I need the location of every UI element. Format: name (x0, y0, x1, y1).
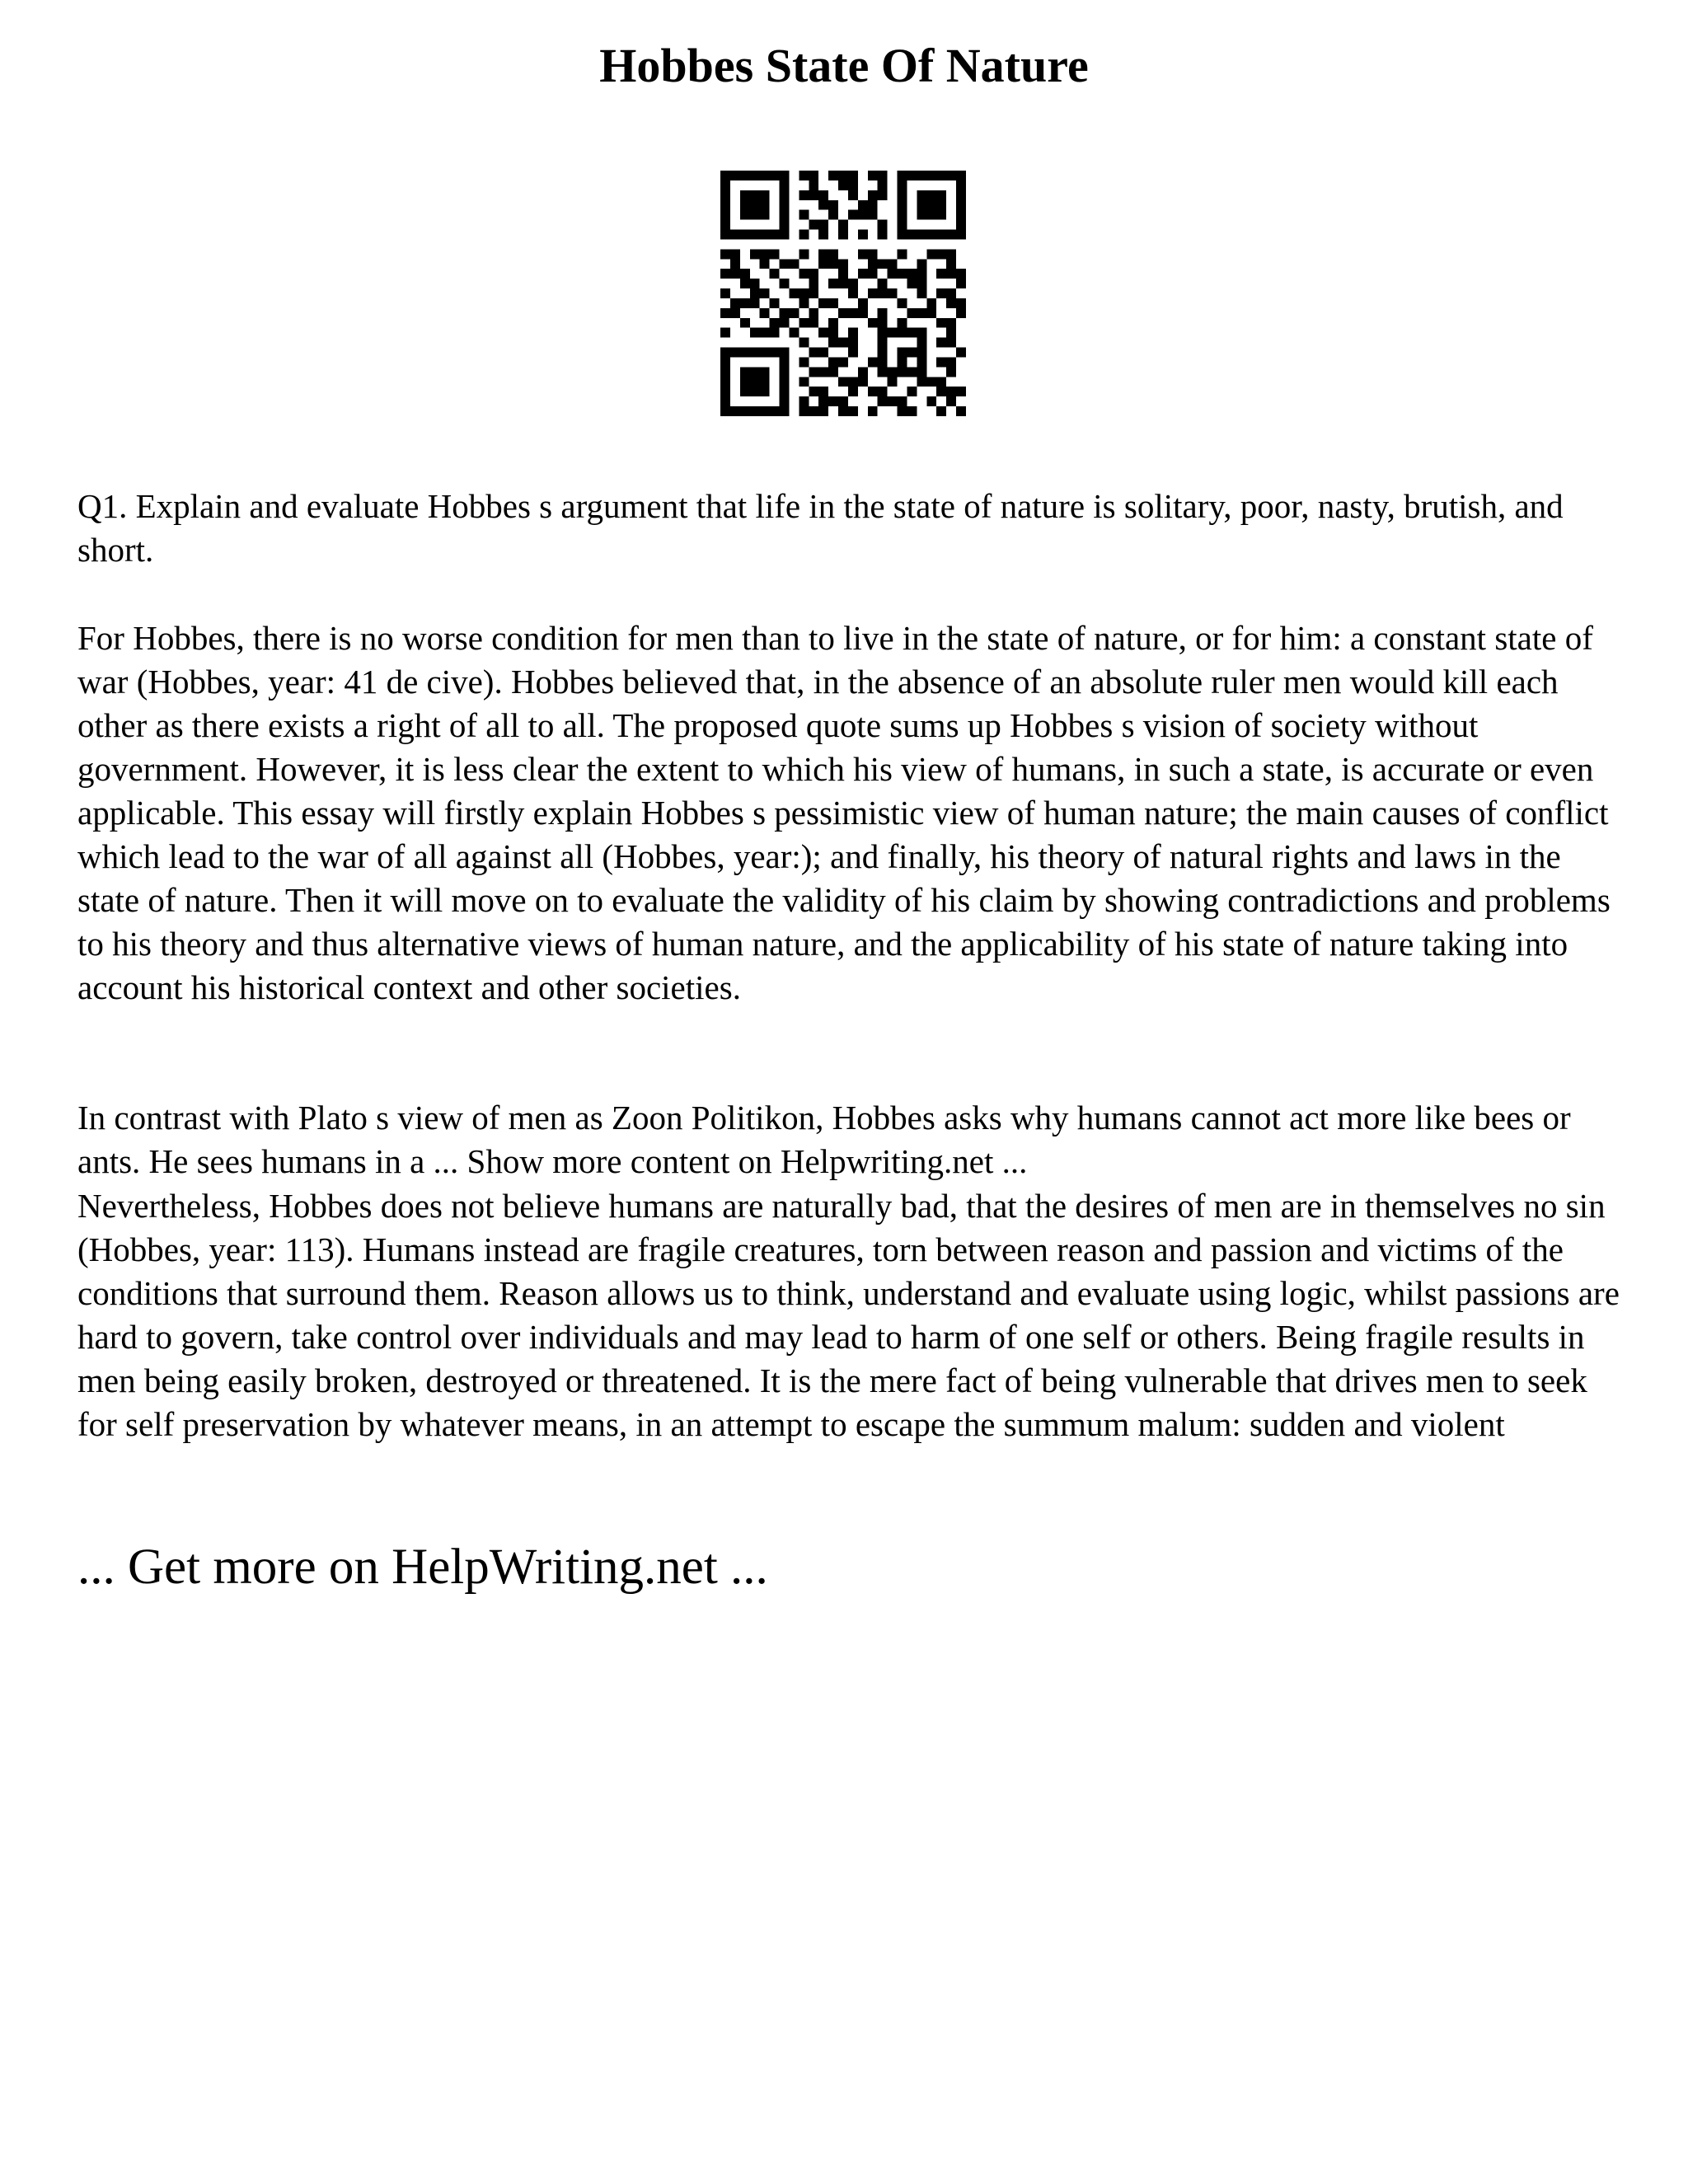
nevertheless-paragraph: Nevertheless, Hobbes does not believe humans are naturally bad, that the desires of men are in themselves no sin (Hobbes, year: 113). Humans instead are fragile creatures, torn between reason and passion and victims of the conditions that surround them. Reason allows us to think, understand and evaluate using logic, whilst passions are hard to govern, take control over individuals and may lead to harm of one self or others. Being fragile results in men being easily broken, destroyed or threatened. It is the mere fact of being vulnerable that drives men to seek for self preservation by whatever means, in an attempt to escape the summum malum: sudden and violent (77, 1187, 1620, 1443)
qr-finder-top-left (720, 171, 789, 239)
get-more-link[interactable]: ... Get more on HelpWriting.net ... (77, 1540, 768, 1595)
contrast-paragraph: In contrast with Plato s view of men as Zoon Politikon, Hobbes asks why humans cannot act more like bees or ants. He sees humans in a ... Show more content on Helpwriting.net ... (77, 1099, 1571, 1180)
document-title: Hobbes State Of Nature (599, 39, 1089, 92)
intro-paragraph: For Hobbes, there is no worse condition for men than to live in the state of nature, or for him: a constant state of war (Hobbes, year: 41 de cive). Hobbes believed that, in the absence of an absolute ruler men would kill each other as there exists a right of all to all. The proposed quote sums up Hobbes s vision of society without government. However, it is less clear the extent to which his view of humans, in such a state, is accurate or even applicable. This essay will firstly explain Hobbes s pessimistic view of human nature; the main causes of conflict which lead to the war of all against all (Hobbes, year:); and finally, his theory of natural rights and laws in the state of nature. Then it will move on to evaluate the validity of his claim by showing contradictions and problems to his theory and thus alternative views of human nature, and the applicability of his state of nature taking into account his historical context and other societies. (77, 619, 1611, 1006)
question-paragraph: Q1. Explain and evaluate Hobbes s argument that life in the state of nature is solitary, poor, nasty, brutish, and short. (77, 487, 1564, 569)
qr-finder-bottom-left (720, 348, 789, 416)
qr-code[interactable] (720, 171, 966, 416)
qr-finder-top-right (898, 171, 966, 239)
